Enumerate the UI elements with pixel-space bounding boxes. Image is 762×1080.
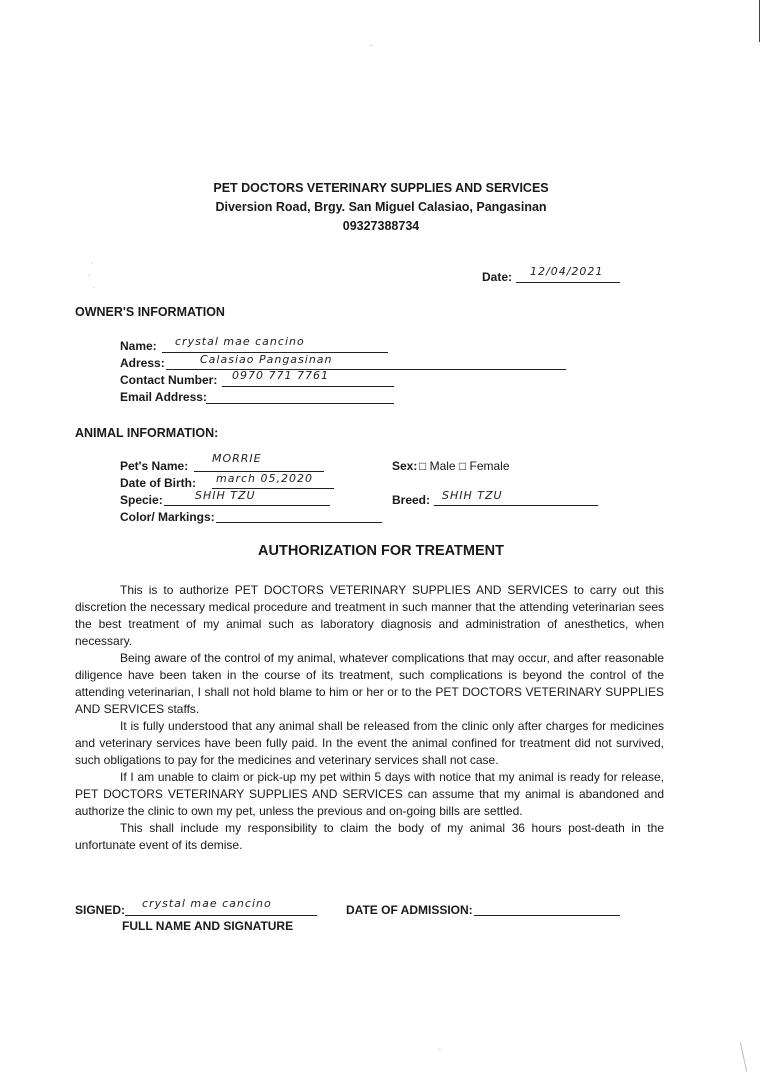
sex-checkboxes[interactable]: □ Male □ Female <box>419 459 510 473</box>
animal-info-heading: ANIMAL INFORMATION: <box>75 426 219 440</box>
breed-label: Breed: <box>392 493 431 507</box>
dob-label: Date of Birth: <box>120 476 196 490</box>
scan-speck: - <box>370 40 373 50</box>
owner-name-value: crystal mae cancino <box>175 335 305 348</box>
dob-value: march 05,2020 <box>216 472 313 485</box>
breed-value: SHIH TZU <box>442 489 503 502</box>
contact-number-label: Contact Number: <box>120 373 218 387</box>
scan-speck: · <box>92 282 95 292</box>
owner-address-label: Adress: <box>120 356 165 370</box>
scan-edge-mark <box>759 0 760 42</box>
owner-address-value: Calasiao Pangasinan <box>200 353 333 366</box>
pet-name-value: MORRIE <box>212 452 262 465</box>
full-name-signature-label: FULL NAME AND SIGNATURE <box>122 919 294 933</box>
date-of-admission-field[interactable] <box>474 901 620 916</box>
owner-name-label: Name: <box>120 339 157 353</box>
authorization-title: AUTHORIZATION FOR TREATMENT <box>258 543 504 559</box>
email-label: Email Address: <box>120 390 207 404</box>
sex-label: Sex: <box>392 459 418 473</box>
company-address: Diversion Road, Brgy. San Miguel Calasiao, Pangasinan <box>215 200 547 214</box>
authorization-body <box>75 582 664 854</box>
company-phone: 09327388734 <box>342 219 420 233</box>
date-value: 12/04/2021 <box>530 265 604 278</box>
color-markings-label: Color/ Markings: <box>120 510 215 524</box>
owner-info-heading: OWNER'S INFORMATION <box>75 305 225 319</box>
date-label: Date: <box>482 270 513 284</box>
pet-name-label: Pet's Name: <box>120 459 189 473</box>
signed-label: SIGNED: <box>75 903 126 917</box>
scan-speck: - <box>438 1044 441 1054</box>
scan-speck: · <box>88 270 91 280</box>
specie-label: Specie: <box>120 493 163 507</box>
color-markings-field[interactable] <box>216 508 382 523</box>
email-field[interactable] <box>206 389 394 404</box>
scan-edge-mark <box>740 1042 747 1072</box>
scan-speck: · <box>90 258 93 268</box>
authorization-paragraph: This shall include my responsibility to claim the body of my animal 36 hours post-death in the unfortunate event of its demise. <box>75 821 664 852</box>
company-name: PET DOCTORS VETERINARY SUPPLIES AND SERVICES <box>213 181 549 195</box>
specie-value: SHIH TZU <box>195 489 256 502</box>
contact-number-value: 0970 771 7761 <box>232 369 329 382</box>
signature-value: crystal mae cancino <box>142 897 272 910</box>
date-of-admission-label: DATE OF ADMISSION: <box>346 903 473 917</box>
authorization-paragraph: This is to authorize PET DOCTORS VETERINARY SUPPLIES AND SERVICES to carry out this discretion the necessary medical procedure and treatment in such manner that the attending veterinarian sees the best treatment of my animal such as laboratory diagnosis and administration of anesthetics, when necessary. <box>75 583 664 648</box>
authorization-paragraph: If I am unable to claim or pick-up my pet within 5 days with notice that my animal is ready for release, PET DOCTORS VETERINARY SUPPLIES AND SERVICES can assume that my animal is abandoned and authorize the clinic to own my pet, unless the previous and on-going bills are settled. <box>75 770 664 818</box>
authorization-paragraph: Being aware of the control of my animal, whatever complications that may occur, and after reasonable diligence have been taken in the course of its treatment, such complications is beyond the control of the attending veterinarian, I shall not hold blame to him or her or to the PET DOCTORS VETERINARY SUPPLIES AND SERVICES staffs. <box>75 651 664 716</box>
authorization-paragraph: It is fully understood that any animal shall be released from the clinic only after charges for medicines and veterinary services have been fully paid. In the event the animal confined for treatment did not survived, such obligations to pay for the medicines and veterinary services shall not case. <box>75 719 664 767</box>
